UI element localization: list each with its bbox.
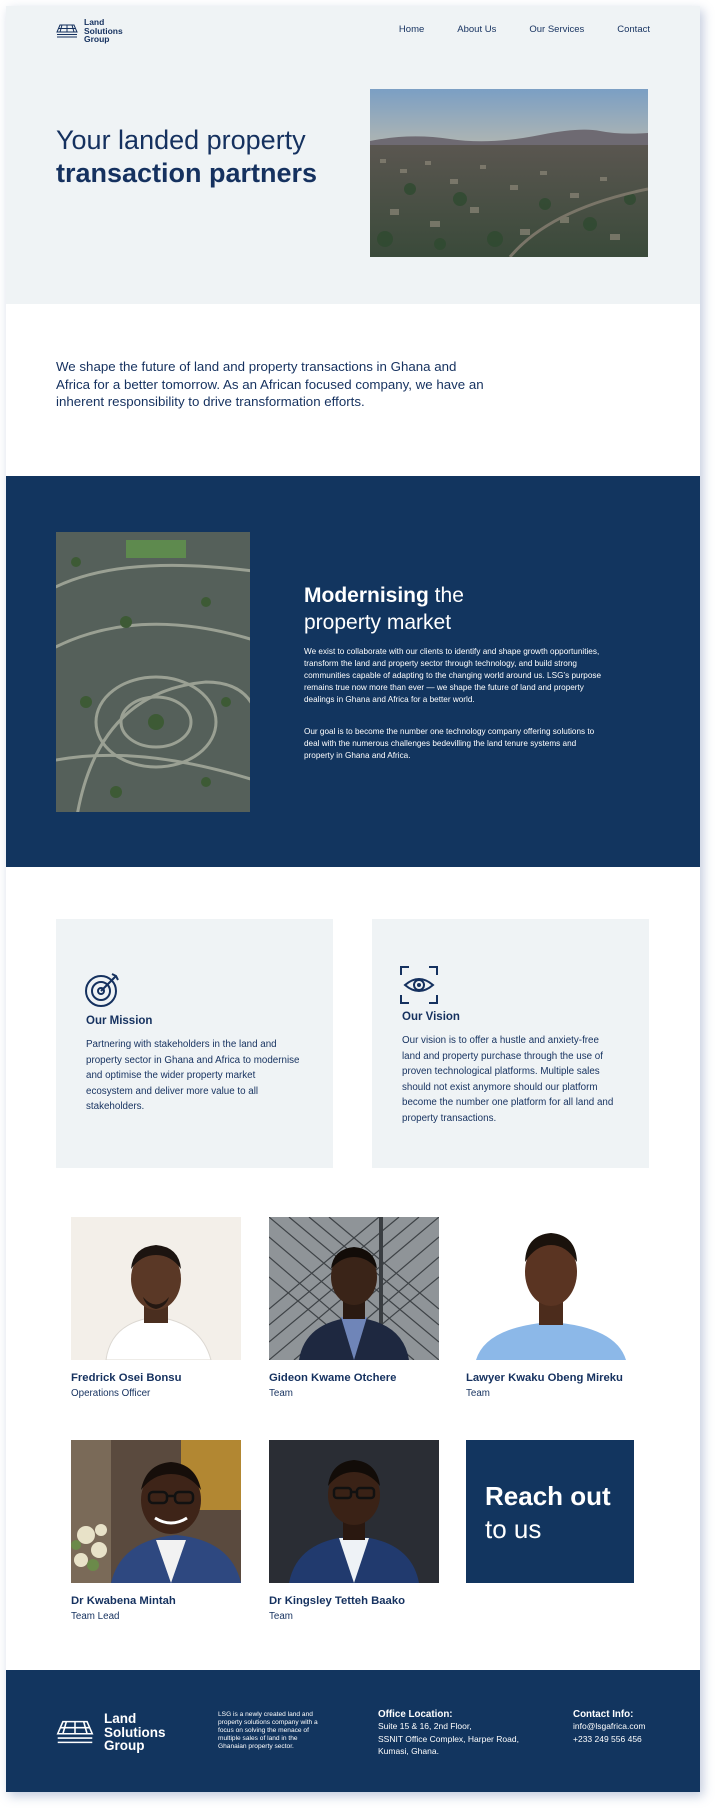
hero-title-line-2: transaction partners [56, 158, 318, 188]
site-logo[interactable] [56, 18, 123, 44]
main-nav [399, 24, 650, 35]
team-member-card[interactable] [71, 1440, 241, 1622]
hero-title [56, 124, 317, 190]
team-member-role: Team [466, 1388, 490, 1399]
mission-card [56, 919, 333, 1168]
vision-title: Our Vision [402, 1011, 460, 1023]
reach-out-text [485, 1480, 611, 1546]
contact-email-link[interactable]: info@lsgafrica.com [573, 1721, 646, 1731]
modernising-section [6, 476, 700, 867]
logo-line-1: Land [84, 17, 105, 27]
target-icon [83, 969, 123, 1009]
contact-phone-link[interactable]: +233 249 556 456 [573, 1733, 642, 1744]
team-member-name: Lawyer Kwaku Obeng Mireku [466, 1372, 623, 1384]
reach-out-button[interactable] [466, 1440, 634, 1583]
team-member-role: Team Lead [71, 1611, 120, 1622]
logo-line-3: Group [84, 34, 110, 44]
page [6, 6, 700, 1792]
modernising-title-bold: Modernising [304, 584, 429, 607]
nav-about-us[interactable]: About Us [457, 24, 497, 35]
team-member-name: Dr Kwabena Mintah [71, 1595, 176, 1607]
nav-our-services[interactable]: Our Services [529, 24, 585, 35]
site-footer [6, 1670, 700, 1792]
hero-aerial-photo [370, 89, 648, 257]
reach-out-line-1: Reach out [485, 1481, 611, 1511]
team-member-name: Fredrick Osei Bonsu [71, 1372, 182, 1384]
modernising-title [304, 582, 464, 636]
team-member-card[interactable] [466, 1217, 636, 1399]
hero-title-line-1: Your landed property [56, 125, 306, 155]
team-member-photo [71, 1217, 241, 1360]
team-member-card[interactable] [71, 1217, 241, 1399]
footer-logo[interactable] [56, 1712, 166, 1753]
logo-line-2: Solutions [84, 25, 123, 36]
nav-contact[interactable]: Contact [617, 24, 650, 35]
reach-out-line-2: to us [485, 1514, 542, 1544]
hero-section [6, 6, 700, 304]
vision-body: Our vision is to offer a hustle and anxiety-free land and property purchase through the use of proven technological platforms. Multiple sales should not exist anymore should our platform become the number one platform for all land and property transactions. [402, 1035, 614, 1124]
team-member-name: Dr Kingsley Tetteh Baako [269, 1595, 406, 1607]
vision-card [372, 919, 649, 1168]
office-line-2: SSNIT Office Complex, Harper Road, [378, 1733, 519, 1744]
eye-icon [399, 965, 439, 1005]
team-member-role: Team [269, 1388, 293, 1399]
mission-title: Our Mission [86, 1015, 153, 1027]
neighbourhood-aerial-photo [56, 532, 250, 812]
footer-logo-text [104, 1712, 166, 1753]
contact-heading: Contact Info: [573, 1709, 634, 1720]
team-member-photo [71, 1440, 241, 1583]
team-member-photo [269, 1217, 439, 1360]
office-line-3: Kumasi, Ghana. [378, 1746, 439, 1756]
footer-logo-line-2: Solutions [104, 1724, 166, 1740]
team-member-card[interactable] [269, 1440, 439, 1622]
logo-mark-icon [56, 23, 78, 39]
office-heading: Office Location: [378, 1709, 453, 1720]
nav-home[interactable]: Home [398, 24, 425, 35]
footer-about-text: LSG is a newly created land and property solutions company with a focus on solving the menace of multiple sales of land in the Ghanaian property sector. [218, 1711, 318, 1750]
modernising-title-rest-1: the [428, 584, 464, 607]
logo-text [84, 18, 123, 44]
team-member-name: Gideon Kwame Otchere [269, 1372, 397, 1384]
footer-contact-info [573, 1709, 645, 1745]
team-member-card[interactable] [269, 1217, 439, 1399]
intro-text: We shape the future of land and property transactions in Ghana and Africa for a better tomorrow. As an African focused company, we have an inherent responsibility to drive transformation efforts. [56, 359, 484, 409]
footer-office-location [378, 1709, 519, 1758]
team-member-role: Team [269, 1611, 293, 1622]
modernising-paragraph-2: Our goal is to become the number one technology company offering solutions to deal with the numerous challenges bedevilling the land tenure systems and property in Ghana and Africa. [304, 727, 595, 760]
modernising-paragraph-1: We exist to collaborate with our clients to identify and shape growth opportunities, transform the land and property sector through technology, and build strong communities capable of adapting to the changing world around us. LSG’s purpose remains true now more than ever — we shape the future of land and property dealings in Ghana and Africa for a better world. [304, 647, 602, 704]
footer-logo-line-1: Land [104, 1711, 137, 1726]
footer-logo-line-3: Group [104, 1738, 145, 1753]
modernising-title-rest-2: property market [304, 611, 452, 634]
office-line-1: Suite 15 & 16, 2nd Floor, [378, 1721, 472, 1731]
team-member-photo [269, 1440, 439, 1583]
team-member-role: Operations Officer [71, 1388, 151, 1399]
mission-body: Partnering with stakeholders in the land and property sector in Ghana and Africa to modernise and optimise the wider property market ecosystem and deliver more value to all stakeholders. [86, 1039, 300, 1112]
logo-mark-icon [56, 1718, 94, 1746]
team-member-photo [466, 1217, 636, 1360]
